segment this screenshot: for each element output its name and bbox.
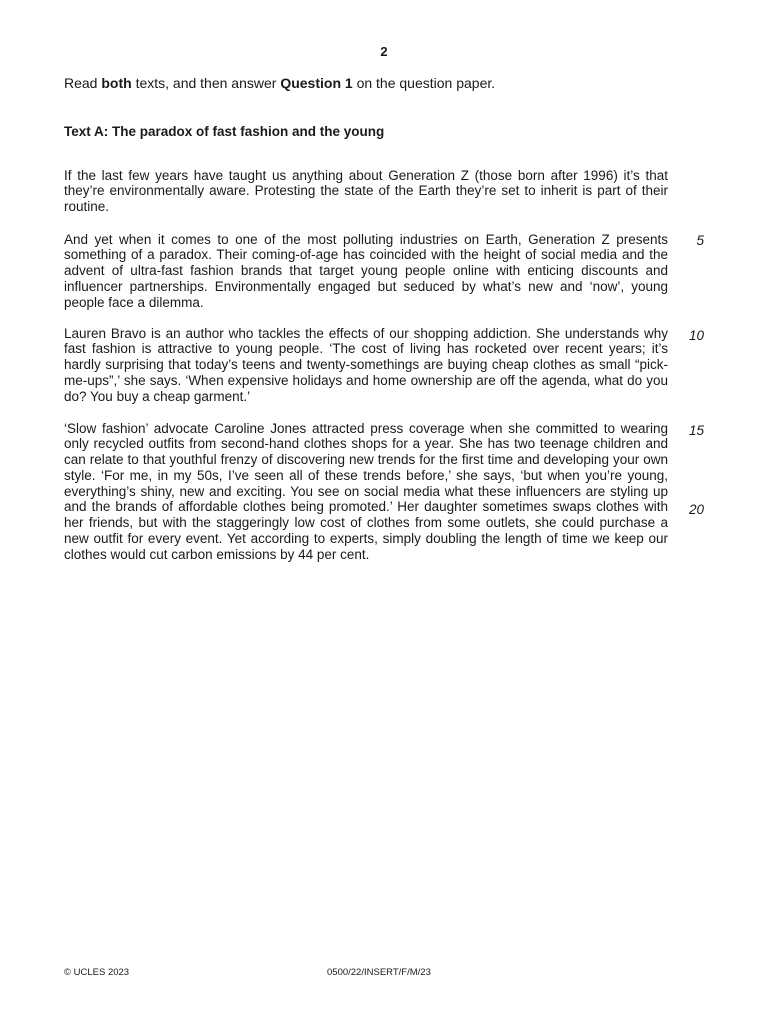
footer-code: 0500/22/INSERT/F/M/23 [327,967,431,978]
page-number: 2 [380,44,388,59]
paragraph-4: ‘Slow fashion’ advocate Caroline Jones attracted press coverage when she committed to wearing only recycled outfits from second-hand clothes shops for a year. She has two teenage children and can relate to that youthful frenzy of discovering new trends for the first time and developing your own style. ‘For me, in my 50s, I’ve seen all of these trends before,’ she says, ‘but when you’re young, everything’s shiny, new and exciting. You see on social media what these influencers are styling up and the brands of affordable clothes being promoted.’ Her daughter sometimes swaps clothes with her friends, but with the staggeringly low cost of clothes from some outlets, she could purchase a new outfit for every event. Yet according to experts, simply doubling the length of time we keep our clothes would cut carbon emissions by 44 per cent. [64,420,668,562]
line-number-20: 20 [688,502,704,517]
line-number-15: 15 [688,423,704,438]
line-number-5: 5 [696,233,704,248]
text-a-title: Text A: The paradox of fast fashion and the young [64,124,385,139]
instruction-text-3: on the question paper. [352,75,496,91]
instruction-bold-question: Question 1 [280,75,353,91]
footer-copyright: © UCLES 2023 [64,967,130,978]
instruction-text-1: Read [64,75,102,91]
instruction-bold-both: both [101,75,132,91]
paragraph-3: Lauren Bravo is an author who tackles the effects of our shopping addiction. She understands why fast fashion is attractive to young people. ‘The cost of living has rocketed over recent years; it’s hardly surprising that today’s teens and twenty-somethings are buying cheap clothes as small “pick-me-ups”,’ she says. ‘When expensive holidays and home ownership are off the agenda, what do you do? You buy a cheap garment.’ [64,325,668,404]
instruction [64,74,674,92]
paragraph-2: And yet when it comes to one of the most polluting industries on Earth, Generation Z presents something of a paradox. Their coming-of-age has coincided with the height of social media and the advent of ultra-fast fashion brands that target young people online with enticing discounts and influencer partnerships. Environmentally engaged but seduced by what’s new and ‘now’, young people face a dilemma. [64,231,668,310]
instruction-text-2: texts, and then answer [131,75,281,91]
paragraph-1: If the last few years have taught us anything about Generation Z (those born after 1996) it’s that they’re environmentally aware. Protesting the state of the Earth they’re set to inherit is part of their routine. [64,167,668,215]
line-number-10: 10 [688,328,704,343]
